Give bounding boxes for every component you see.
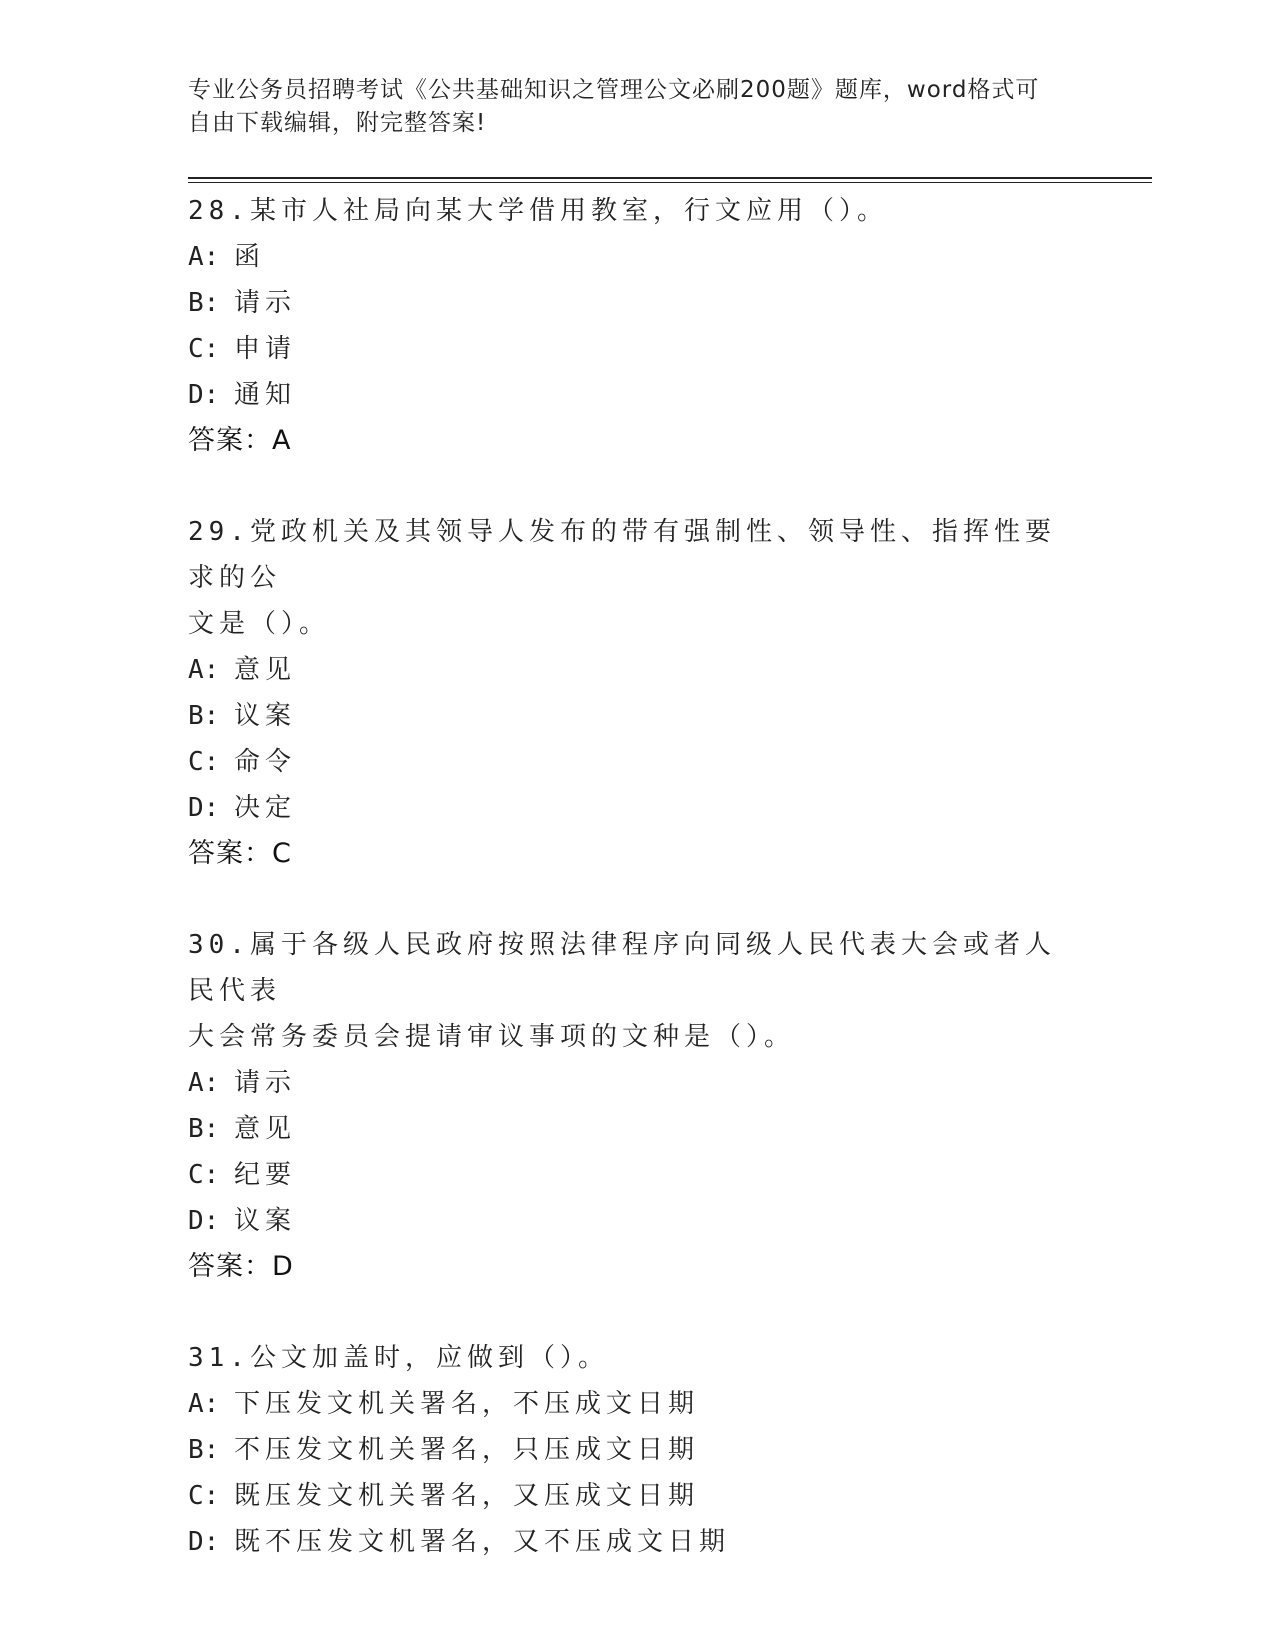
question-31 xyxy=(188,1335,1088,1565)
option-text: 命令 xyxy=(234,747,297,777)
option-a xyxy=(188,647,1088,693)
option-d xyxy=(188,372,1088,418)
option-text: 不压发文机关署名，只压成文日期 xyxy=(234,1435,700,1465)
option-key: C: xyxy=(188,334,220,364)
option-key: B: xyxy=(188,701,220,731)
option-d xyxy=(188,785,1088,831)
option-text: 意见 xyxy=(234,655,297,685)
option-c xyxy=(188,326,1088,372)
option-key: B: xyxy=(188,1114,220,1144)
option-text: 函 xyxy=(234,242,266,272)
option-key: A: xyxy=(188,1068,220,1098)
header-line-1: 专业公务员招聘考试《公共基础知识之管理公文必刷200题》题库，word格式可 xyxy=(188,77,1040,103)
document-header xyxy=(188,74,1068,140)
option-text: 既压发文机关署名，又压成文日期 xyxy=(234,1481,700,1511)
option-text: 请示 xyxy=(234,288,297,318)
option-text: 议案 xyxy=(234,1206,297,1236)
question-29 xyxy=(188,509,1088,877)
option-c xyxy=(188,1473,1088,1519)
header-line-2: 自由下载编辑，附完整答案! xyxy=(188,110,487,136)
option-a xyxy=(188,1381,1088,1427)
option-c xyxy=(188,739,1088,785)
option-text: 纪要 xyxy=(234,1160,297,1190)
question-text: 28.某市人社局向某大学借用教室，行文应用（）。 xyxy=(188,196,888,226)
option-b xyxy=(188,693,1088,739)
option-c xyxy=(188,1152,1088,1198)
option-a xyxy=(188,1060,1088,1106)
question-text-continued: 文是（）。 xyxy=(188,609,331,639)
option-text: 请示 xyxy=(234,1068,297,1098)
option-text: 既不压发文机署名，又不压成文日期 xyxy=(234,1527,731,1557)
option-text: 意见 xyxy=(234,1114,297,1144)
answer-label: 答案：D xyxy=(188,1251,294,1282)
option-text: 下压发文机关署名，不压成文日期 xyxy=(234,1389,700,1419)
question-text: 31.公文加盖时，应做到（）。 xyxy=(188,1343,609,1373)
option-key: A: xyxy=(188,655,220,685)
option-key: A: xyxy=(188,242,220,272)
option-b xyxy=(188,1106,1088,1152)
option-key: A: xyxy=(188,1389,220,1419)
question-text: 30.属于各级人民政府按照法律程序向同级人民代表大会或者人民代表 xyxy=(188,930,1056,1006)
option-text: 申请 xyxy=(234,334,297,364)
option-d xyxy=(188,1519,1088,1565)
option-key: C: xyxy=(188,747,220,777)
question-text: 29.党政机关及其领导人发布的带有强制性、领导性、指挥性要求的公 xyxy=(188,517,1056,593)
header-divider-thick xyxy=(188,177,1152,179)
option-b xyxy=(188,280,1088,326)
option-key: B: xyxy=(188,288,220,318)
option-d xyxy=(188,1198,1088,1244)
question-30 xyxy=(188,922,1088,1290)
option-key: C: xyxy=(188,1481,220,1511)
answer-label: 答案：A xyxy=(188,425,292,456)
option-key: D: xyxy=(188,380,220,410)
option-key: D: xyxy=(188,1527,220,1557)
question-28 xyxy=(188,188,1088,464)
question-list xyxy=(188,188,1088,1610)
option-text: 通知 xyxy=(234,380,297,410)
question-text-continued: 大会常务委员会提请审议事项的文种是（）。 xyxy=(188,1022,796,1052)
header-divider-thin xyxy=(188,182,1152,183)
option-a xyxy=(188,234,1088,280)
option-text: 决定 xyxy=(234,793,297,823)
option-text: 议案 xyxy=(234,701,297,731)
option-b xyxy=(188,1427,1088,1473)
option-key: D: xyxy=(188,1206,220,1236)
option-key: C: xyxy=(188,1160,220,1190)
option-key: D: xyxy=(188,793,220,823)
answer-label: 答案：C xyxy=(188,838,292,869)
option-key: B: xyxy=(188,1435,220,1465)
